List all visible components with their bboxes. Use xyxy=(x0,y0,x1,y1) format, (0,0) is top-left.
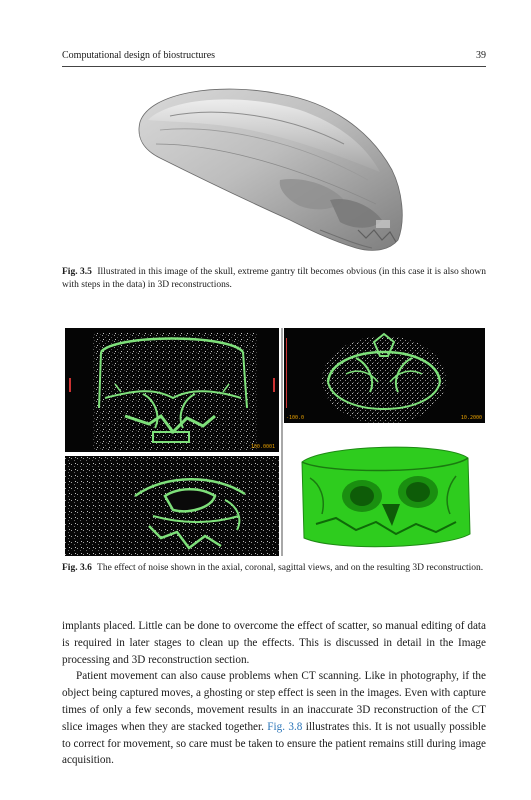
figure-3-6-caption xyxy=(62,562,486,575)
axial-readout-right: 10.2000 xyxy=(460,415,482,421)
paragraph xyxy=(62,668,486,769)
figure-3-5-caption xyxy=(62,266,486,292)
figure-3-5-caption-text: Illustrated in this image of the skull, extreme gantry tilt becomes obvious (in this case it is also shown with steps in the data) in 3D reconstructions. xyxy=(62,267,486,290)
page-number: 39 xyxy=(476,50,486,61)
paragraph-text: illustrates this. It is not usually possible to correct for movement, so care must be taken to ensure the patient remains still during image acquisition. xyxy=(62,720,486,767)
figure-3-6-label: Fig. 3.6 xyxy=(62,563,92,573)
running-title: Computational design of biostructures xyxy=(62,50,216,61)
ct-noise-figure xyxy=(65,328,485,556)
figure-3-5-label: Fig. 3.5 xyxy=(62,267,92,277)
body-text xyxy=(62,618,486,769)
sagittal-view-panel xyxy=(65,456,279,556)
coronal-readout: 100.0001 xyxy=(250,444,275,450)
figure-3-8-link[interactable]: Fig. 3.8 xyxy=(267,720,303,733)
axial-readout-left: -100.0 xyxy=(286,415,305,421)
paragraph-text: Patient movement can also cause problems when CT scanning. Like in photography, if the object being captured moves, a ghosting or step effect is seen in the images. Even with capture times of only a few seconds, movement results in an inaccurate 3D reconstruction of the CT slice images when they are stacked together. xyxy=(62,670,486,733)
figure-3-6-caption-text: The effect of noise shown in the axial, coronal, sagittal views, and on the resulting 3D reconstruction. xyxy=(97,563,484,573)
running-header xyxy=(62,50,486,67)
orientation-marker xyxy=(273,378,275,392)
coronal-view-panel xyxy=(65,328,279,452)
paragraph: implants placed. Little can be done to overcome the effect of scatter, so manual editing of data is required in later stages to clean up the effects. This is discussed in detail in the Image processing and 3D reconstruction section. xyxy=(62,620,486,666)
orientation-marker xyxy=(69,378,71,392)
axial-view-panel xyxy=(284,328,485,423)
3d-reconstruction-panel xyxy=(296,434,473,556)
orientation-marker xyxy=(286,338,287,408)
skull-gantry-tilt-image xyxy=(130,80,410,258)
panel-divider xyxy=(281,328,283,556)
